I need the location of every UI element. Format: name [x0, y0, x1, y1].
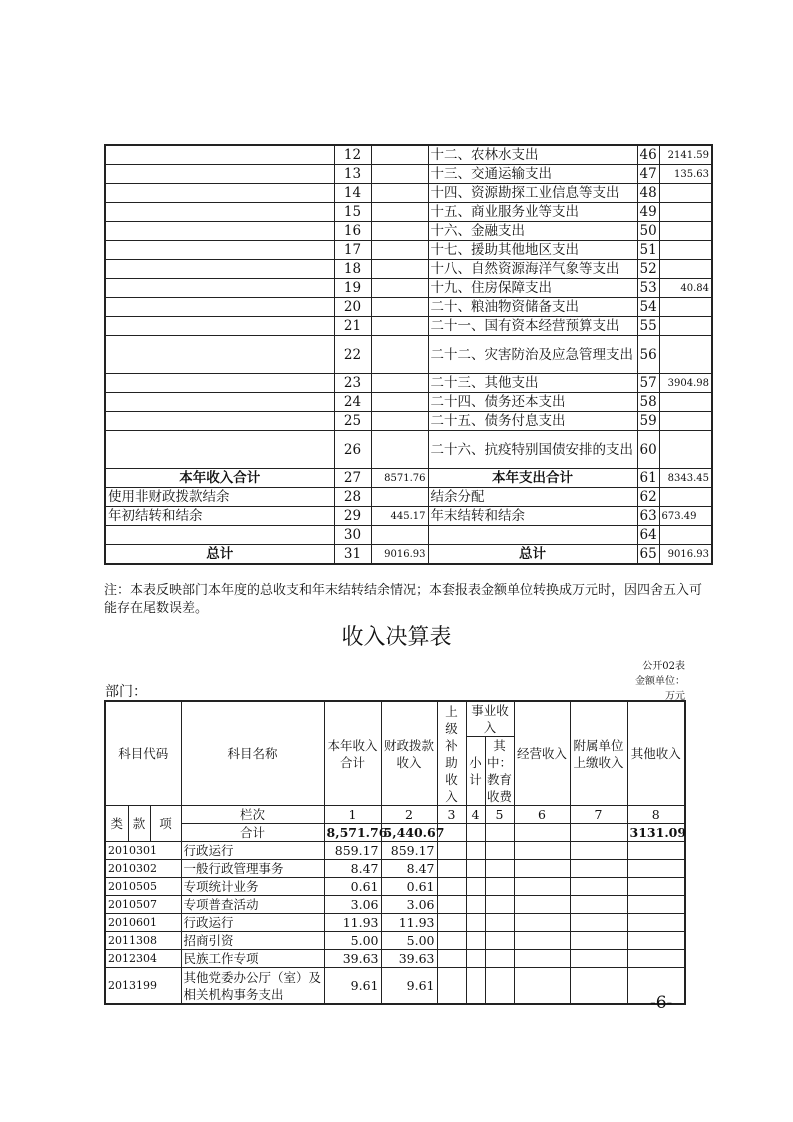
row-label-left	[105, 184, 334, 203]
row-number-left: 21	[334, 317, 371, 336]
header-other: 其他收入	[627, 701, 685, 806]
row-value-right: 3904.98	[659, 374, 712, 393]
income-total: 39.63	[324, 950, 381, 968]
total-label: 合计	[181, 824, 324, 842]
empty-cell	[514, 950, 570, 968]
empty-cell	[514, 896, 570, 914]
column-index: 1	[324, 806, 381, 824]
empty-cell	[570, 878, 627, 896]
row-value-left	[371, 336, 428, 374]
empty-cell	[485, 914, 514, 932]
table-row	[105, 298, 712, 317]
row-number-right: 50	[637, 222, 659, 241]
subject-code: 2010301	[105, 842, 181, 860]
row-label-left	[105, 165, 334, 184]
empty-cell	[514, 932, 570, 950]
row-number-right: 53	[637, 279, 659, 298]
row-number-right: 51	[637, 241, 659, 260]
row-value-right: 40.84	[659, 279, 712, 298]
row-value-right	[659, 203, 712, 222]
header-superior: 上级补助收入	[437, 701, 466, 806]
empty-cell	[627, 860, 685, 878]
empty-cell	[627, 932, 685, 950]
row-label-right: 十九、住房保障支出	[428, 279, 637, 298]
income-table	[104, 700, 686, 1005]
row-number-right: 56	[637, 336, 659, 374]
unit-label: 金额单位：	[635, 676, 685, 687]
empty-cell	[466, 968, 485, 1005]
empty-cell	[485, 896, 514, 914]
column-index: 8	[627, 806, 685, 824]
empty-cell	[514, 914, 570, 932]
subject-code: 2010507	[105, 896, 181, 914]
fiscal-income: 5.00	[381, 932, 437, 950]
empty-cell	[466, 842, 485, 860]
row-number-right: 65	[637, 545, 659, 565]
page-number: -6-	[650, 993, 673, 1013]
department-label: 部门：	[105, 684, 147, 700]
row-number-left: 17	[334, 241, 371, 260]
row-number-left: 23	[334, 374, 371, 393]
row-value-right	[659, 317, 712, 336]
total-row	[105, 824, 685, 842]
empty-cell	[627, 878, 685, 896]
empty-cell	[437, 860, 466, 878]
empty-cell	[570, 950, 627, 968]
row-value-right	[659, 393, 712, 412]
row-label-left	[105, 431, 334, 469]
fiscal-income: 0.61	[381, 878, 437, 896]
row-label-left	[105, 412, 334, 431]
row-value-right: 2141.59	[659, 145, 712, 165]
empty-cell	[466, 860, 485, 878]
row-label-left: 使用非财政拨款结余	[105, 488, 334, 507]
row-label-left	[105, 374, 334, 393]
income-total: 11.93	[324, 914, 381, 932]
fiscal-income: 11.93	[381, 914, 437, 932]
row-label-left	[105, 279, 334, 298]
income-total: 3.06	[324, 896, 381, 914]
row-label-left: 年初结转和结余	[105, 507, 334, 526]
empty-cell	[437, 932, 466, 950]
row-label-right: 十三、交通运输支出	[428, 165, 637, 184]
empty-cell	[570, 896, 627, 914]
row-value-left	[371, 393, 428, 412]
row-label-left: 总计	[105, 545, 334, 565]
table-row	[105, 860, 685, 878]
empty-cell	[485, 968, 514, 1005]
empty-cell	[466, 932, 485, 950]
empty-cell	[437, 878, 466, 896]
row-value-left	[371, 241, 428, 260]
header-kuan: 款	[128, 806, 150, 842]
row-label-right: 十四、资源勘探工业信息等支出	[428, 184, 637, 203]
empty-cell	[627, 896, 685, 914]
row-value-right	[659, 241, 712, 260]
empty-cell	[466, 914, 485, 932]
row-number-left: 25	[334, 412, 371, 431]
header-operating: 经营收入	[514, 701, 570, 806]
row-number-right: 61	[637, 469, 659, 488]
row-number-right: 48	[637, 184, 659, 203]
row-number-right: 58	[637, 393, 659, 412]
total-other: 3131.09	[627, 824, 685, 842]
column-index: 4	[466, 806, 485, 824]
table-row	[105, 469, 712, 488]
income-total: 859.17	[324, 842, 381, 860]
row-value-right	[659, 431, 712, 469]
row-value-right	[659, 260, 712, 279]
table-row	[105, 184, 712, 203]
row-value-left	[371, 260, 428, 279]
column-index: 6	[514, 806, 570, 824]
empty-cell	[514, 860, 570, 878]
row-label-left	[105, 260, 334, 279]
row-value-left	[371, 279, 428, 298]
table-row	[105, 896, 685, 914]
subject-code: 2010302	[105, 860, 181, 878]
row-value-right	[659, 526, 712, 545]
subject-name: 其他党委办公厅（室）及相关机构事务支出	[181, 968, 324, 1005]
row-number-right: 54	[637, 298, 659, 317]
row-number-right: 47	[637, 165, 659, 184]
header-total: 本年收入合计	[324, 701, 381, 806]
empty-cell	[627, 950, 685, 968]
row-value-left	[371, 184, 428, 203]
table-row	[105, 279, 712, 298]
empty-cell	[437, 950, 466, 968]
empty-cell	[466, 878, 485, 896]
subject-name: 专项普查活动	[181, 896, 324, 914]
row-value-right: 9016.93	[659, 545, 712, 565]
row-number-right: 62	[637, 488, 659, 507]
row-number-left: 26	[334, 431, 371, 469]
row-label-right: 二十六、抗疫特别国债安排的支出	[428, 431, 637, 469]
row-value-right	[659, 488, 712, 507]
table-row	[105, 317, 712, 336]
empty-cell	[514, 842, 570, 860]
row-number-right: 46	[637, 145, 659, 165]
row-number-left: 27	[334, 469, 371, 488]
table-row	[105, 393, 712, 412]
header-lei: 类	[105, 806, 128, 842]
row-label-right: 二十一、国有资本经营预算支出	[428, 317, 637, 336]
row-value-left	[371, 203, 428, 222]
row-value-left	[371, 145, 428, 165]
subject-name: 一般行政管理事务	[181, 860, 324, 878]
header-name: 科目名称	[181, 701, 324, 806]
header-fiscal: 财政拨款收入	[381, 701, 437, 806]
header-subtotal: 小计	[466, 737, 485, 806]
row-number-left: 20	[334, 298, 371, 317]
income-total: 9.61	[324, 968, 381, 1005]
fiscal-income: 9.61	[381, 968, 437, 1005]
row-number-left: 24	[334, 393, 371, 412]
row-label-right: 年末结转和结余	[428, 507, 637, 526]
empty-cell	[437, 914, 466, 932]
row-number-left: 13	[334, 165, 371, 184]
row-number-left: 29	[334, 507, 371, 526]
empty-cell	[437, 968, 466, 1005]
column-index: 7	[570, 806, 627, 824]
row-number-left: 30	[334, 526, 371, 545]
row-value-left: 8571.76	[371, 469, 428, 488]
table-row	[105, 374, 712, 393]
row-label-right: 二十、粮油物资储备支出	[428, 298, 637, 317]
header-affiliate: 附属单位上缴收入	[570, 701, 627, 806]
table-row	[105, 241, 712, 260]
subject-code: 2013199	[105, 968, 181, 1005]
page-title: 收入决算表	[341, 625, 452, 650]
table-row	[105, 842, 685, 860]
total-income: 8,571.76	[324, 824, 381, 842]
empty-cell	[514, 968, 570, 1005]
row-number-right: 63	[637, 507, 659, 526]
empty-cell	[437, 842, 466, 860]
row-value-right	[659, 336, 712, 374]
row-number-left: 12	[334, 145, 371, 165]
header-xiang: 项	[150, 806, 181, 842]
row-value-right	[659, 298, 712, 317]
row-label-left	[105, 222, 334, 241]
empty-cell	[627, 914, 685, 932]
row-number-right: 55	[637, 317, 659, 336]
row-label-right: 十五、商业服务业等支出	[428, 203, 637, 222]
row-value-left	[371, 374, 428, 393]
row-value-left	[371, 526, 428, 545]
subject-name: 专项统计业务	[181, 878, 324, 896]
row-label-left	[105, 336, 334, 374]
header-business: 事业收入	[466, 701, 514, 737]
row-number-left: 31	[334, 545, 371, 565]
total-fiscal: 5,440.67	[381, 824, 437, 842]
row-number-left: 16	[334, 222, 371, 241]
empty-cell	[570, 914, 627, 932]
table-note: 注：本表反映部门本年度的总收支和年末结转结余情况；本套报表金额单位转换成万元时，因四舍五入可能存在尾数误差。	[104, 583, 703, 616]
table-row	[105, 914, 685, 932]
empty-cell	[437, 896, 466, 914]
table-row	[105, 932, 685, 950]
empty-cell	[570, 842, 627, 860]
subject-name: 民族工作专项	[181, 950, 324, 968]
row-label-right: 十八、自然资源海洋气象等支出	[428, 260, 637, 279]
row-label-right: 二十五、债务付息支出	[428, 412, 637, 431]
row-label-right: 结余分配	[428, 488, 637, 507]
row-label-right: 本年支出合计	[428, 469, 637, 488]
empty-cell	[570, 932, 627, 950]
row-label-right: 二十四、债务还本支出	[428, 393, 637, 412]
column-index: 2	[381, 806, 437, 824]
row-number-left: 14	[334, 184, 371, 203]
row-value-right	[659, 412, 712, 431]
empty-cell	[570, 968, 627, 1005]
empty-cell	[485, 878, 514, 896]
table-row	[105, 545, 712, 565]
row-label-right: 二十二、灾害防治及应急管理支出	[428, 336, 637, 374]
table-row	[105, 145, 712, 165]
row-number-right: 49	[637, 203, 659, 222]
header-code: 科目代码	[105, 701, 181, 806]
subject-code: 2010505	[105, 878, 181, 896]
row-label-right: 二十三、其他支出	[428, 374, 637, 393]
table-row	[105, 203, 712, 222]
empty-cell	[627, 842, 685, 860]
column-index-label: 栏次	[181, 806, 324, 824]
row-value-left	[371, 431, 428, 469]
row-value-left	[371, 412, 428, 431]
empty-cell	[485, 860, 514, 878]
row-value-left	[371, 298, 428, 317]
empty-cell	[485, 842, 514, 860]
row-value-right	[659, 222, 712, 241]
table-row	[105, 260, 712, 279]
row-label-right: 总计	[428, 545, 637, 565]
table-row	[105, 336, 712, 374]
subject-name: 行政运行	[181, 914, 324, 932]
row-label-right: 十二、农林水支出	[428, 145, 637, 165]
table-row	[105, 222, 712, 241]
row-value-right	[659, 184, 712, 203]
row-label-right	[428, 526, 637, 545]
row-number-right: 60	[637, 431, 659, 469]
row-label-left	[105, 241, 334, 260]
table-row	[105, 165, 712, 184]
table-row	[105, 968, 685, 1005]
row-label-left	[105, 317, 334, 336]
row-label-left	[105, 526, 334, 545]
subject-name: 招商引资	[181, 932, 324, 950]
fiscal-income: 39.63	[381, 950, 437, 968]
row-label-left: 本年收入合计	[105, 469, 334, 488]
row-number-left: 22	[334, 336, 371, 374]
empty-cell	[485, 950, 514, 968]
subject-code: 2010601	[105, 914, 181, 932]
subject-code: 2012304	[105, 950, 181, 968]
empty-cell	[570, 860, 627, 878]
row-value-left	[371, 222, 428, 241]
row-number-right: 64	[637, 526, 659, 545]
row-value-right: 8343.45	[659, 469, 712, 488]
row-value-right: 673.49	[659, 507, 712, 526]
summary-table	[104, 144, 713, 565]
subject-code: 2011308	[105, 932, 181, 950]
table-row	[105, 488, 712, 507]
row-number-right: 57	[637, 374, 659, 393]
row-value-left	[371, 165, 428, 184]
header-edu-fee: 其中：教育收费	[487, 738, 513, 804]
row-label-left	[105, 393, 334, 412]
row-value-right: 135.63	[659, 165, 712, 184]
fiscal-income: 3.06	[381, 896, 437, 914]
empty-cell	[466, 896, 485, 914]
table-row	[105, 507, 712, 526]
table-row	[105, 526, 712, 545]
subject-name: 行政运行	[181, 842, 324, 860]
income-total: 0.61	[324, 878, 381, 896]
row-label-right: 十六、金融支出	[428, 222, 637, 241]
row-number-left: 19	[334, 279, 371, 298]
row-label-left	[105, 145, 334, 165]
row-value-left	[371, 488, 428, 507]
form-number: 公开02表	[642, 661, 685, 672]
row-number-left: 18	[334, 260, 371, 279]
row-number-left: 28	[334, 488, 371, 507]
row-number-left: 15	[334, 203, 371, 222]
fiscal-income: 859.17	[381, 842, 437, 860]
row-value-left: 9016.93	[371, 545, 428, 565]
fiscal-income: 8.47	[381, 860, 437, 878]
table-row	[105, 412, 712, 431]
row-number-right: 52	[637, 260, 659, 279]
row-value-left	[371, 317, 428, 336]
income-total: 8.47	[324, 860, 381, 878]
row-number-right: 59	[637, 412, 659, 431]
table-row	[105, 878, 685, 896]
row-label-right: 十七、援助其他地区支出	[428, 241, 637, 260]
row-value-left: 445.17	[371, 507, 428, 526]
income-total: 5.00	[324, 932, 381, 950]
empty-cell	[514, 878, 570, 896]
table-row	[105, 431, 712, 469]
column-index: 3	[437, 806, 466, 824]
row-label-left	[105, 203, 334, 222]
unit-value: 万元	[665, 691, 685, 702]
empty-cell	[466, 950, 485, 968]
empty-cell	[485, 932, 514, 950]
table-row	[105, 950, 685, 968]
column-index: 5	[485, 806, 514, 824]
row-label-left	[105, 298, 334, 317]
